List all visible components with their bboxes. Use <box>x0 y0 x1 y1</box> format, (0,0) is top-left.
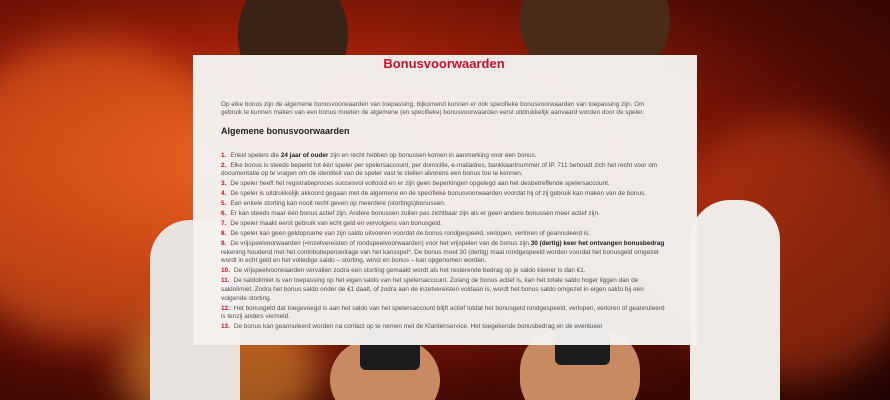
terms-item: 13. De bonus kan geannuleerd worden na contact op te nemen met de Klantenservice. Het toegekende bonusbedrag en de eventueel <box>221 323 602 331</box>
terms-item: 7. De speler maakt eerst gebruik van echt geld en vervolgens van bonusgeld. <box>221 220 443 228</box>
terms-item: 5. Een enkele storting kan nooit recht geven op meerdere (stortings)bonussen. <box>221 200 446 208</box>
terms-list <box>221 152 667 332</box>
section-heading: Algemene bonusvoorwaarden <box>221 125 350 136</box>
terms-item: 6. Er kan steeds maar één bonus actief zijn. Andere bonussen zullen pas zichtbaar zijn als er geen andere bonussen meer actief zijn. <box>221 210 600 218</box>
terms-item: 8. De speler kan geen geldopname van zijn saldo uitvoeren voordat de bonus rondgespeeld, verlopen, verloren of geannuleerd is. <box>221 230 591 238</box>
terms-item: 12. Het bonusgeld dat toegevoegd is aan het saldo van het spelersaccount blijft actief totdat het bonusgeld rondgespeeld, verlopen, verloren of geannuleerd is tenzij anders vermeld. <box>221 304 665 321</box>
terms-item: 3. De speler heeft het registratieproces succesvol voltooid en er zijn geen beperkingen opgelegd aan het desbetreffende spelersaccount. <box>221 180 610 188</box>
terms-item: 1. Enkel spelers die 24 jaar of ouder zijn en recht hebben op bonussen komen in aanmerking voor een bonus. <box>221 151 537 159</box>
terms-item: 4. De speler is uitdrukkelijk akkoord gegaan met de algemene en de specifieke bonusvoorwaarden voordat hij of zij gebruik kan maken van de bonus. <box>221 190 646 198</box>
person-right-shirt <box>690 200 780 400</box>
terms-item: 2. Elke bonus is steeds beperkt tot één speler per spelersaccount, per domicilie, e-mailadres, bankkaartnummer of IP. 711 behoudt zich het recht voor om documentatie op te vragen om de identiteit van de speler vast te stellen alvorens een bonus toe te kennen. <box>221 161 658 178</box>
page-title: Bonusvoorwaarden <box>383 56 505 71</box>
terms-item: 11. De saldolimiet is van toepassing op het eigen saldo van het spelersaccount. Zolang de bonus actief is, kan het totale saldo hoger liggen dan de saldolimiet. Zodra het bonus saldo onder de €1 daalt, of zodra aan de inzetvereisten voldaan is, wordt het bonus saldo omgezet in eigen saldo bij een volgende storting. <box>221 277 644 302</box>
bonus-terms-panel <box>193 55 697 345</box>
intro-paragraph: Op elke bonus zijn de algemene bonusvoorwaarden van toepassing, bijkomend kunnen er ook specifieke bonusvoorwaarden van toepassing zijn. Om gebruik te kunnen maken van een bonus moeten de algemene (en specifieke) bonusvoorwaarden eerst uitdrukkelijk aanvaard worden door de speler. <box>221 101 645 117</box>
terms-item: 9. De vrijspeelvoorwaarden (=inzetvereisten of rondspeelvoorwaarden) voor het vrijspelen van de bonus zijn 30 (dertig) keer het ontvangen bonusbedrag rekening houdend met het contributiepercentage van het kansspel*. De bonus moet 30 (dertig) maal rondgespeeld worden voordat het bonusgeld omgezet wordt in echt geld en het volledige saldo – storting, winst en bonus – kan opgenomen worden. <box>221 240 665 265</box>
terms-item: 10. De vrijspeelvoorwaarden vervallen zodra een storting gemaakt wordt als het resterende bedrag op je saldo kleiner is dan €1. <box>221 267 586 275</box>
